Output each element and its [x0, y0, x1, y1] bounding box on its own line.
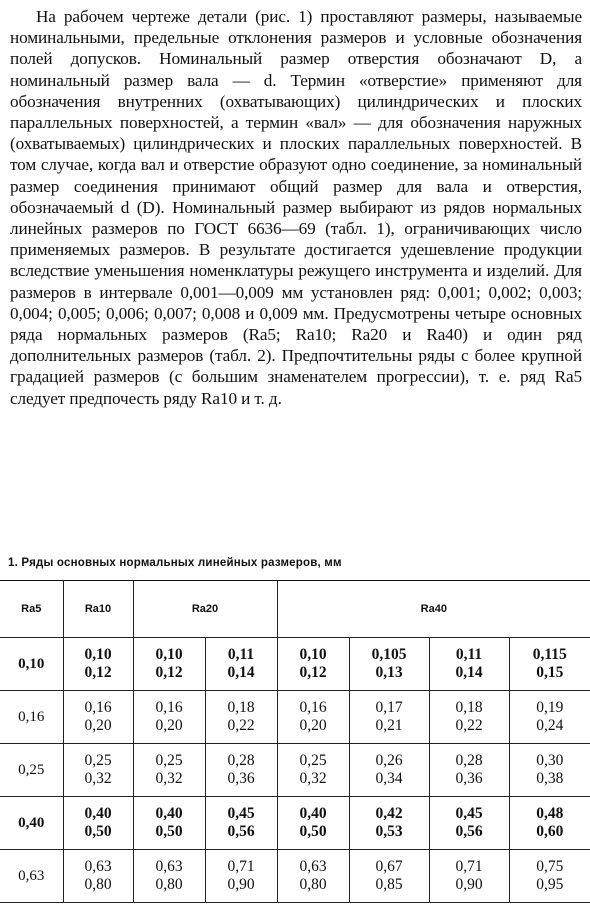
- cell-value: 0,20: [155, 717, 183, 734]
- cell-value: 0,80: [299, 876, 327, 893]
- cell-ra20: [205, 638, 277, 691]
- cell-value: 0,36: [455, 770, 483, 787]
- table-container: [0, 580, 590, 922]
- cell-value: 0,11: [455, 646, 483, 663]
- cell-value: 0,95: [536, 876, 564, 893]
- cell-value: 0,56: [227, 823, 255, 840]
- cell-value: 0,18: [455, 699, 483, 716]
- cell-value: 0,75: [536, 858, 564, 875]
- cell-value: 0,30: [536, 752, 564, 769]
- cell-value: 0,10: [299, 646, 327, 663]
- cell-value: 0,16: [84, 699, 112, 716]
- cell-value: 0,12: [299, 664, 327, 681]
- cell-ra40: [349, 638, 429, 691]
- cell-value: 0,12: [84, 664, 112, 681]
- cell-ra5: 0,40: [0, 797, 63, 850]
- cell-value: 0,25: [84, 752, 112, 769]
- cell-ra5: 0,16: [0, 691, 63, 744]
- cell-value: 0,53: [375, 823, 403, 840]
- cell-ra40: [277, 691, 349, 744]
- cell-value: 0,67: [375, 858, 403, 875]
- cell-value: 0,63: [299, 858, 327, 875]
- cell-value: 0,45: [227, 805, 255, 822]
- cell-ra40: [429, 638, 509, 691]
- cell-value: 0,85: [375, 876, 403, 893]
- cell-value: 0,32: [155, 770, 183, 787]
- cell-value: 0,42: [375, 805, 403, 822]
- cell-value: 0,63: [84, 858, 112, 875]
- cell-ra40: [509, 850, 590, 903]
- cell-value: 0,20: [299, 717, 327, 734]
- cell-value: 0,25: [299, 752, 327, 769]
- cell-value: 0,14: [455, 664, 483, 681]
- cell-value: 0,115: [532, 646, 567, 663]
- cell-value: 0,18: [227, 699, 255, 716]
- header-ra10: Ra10: [63, 581, 133, 638]
- cell-ra40: [277, 744, 349, 797]
- cell-ra40: [509, 691, 590, 744]
- cell-value: 0,40: [155, 805, 183, 822]
- cell-value: 0,12: [155, 664, 183, 681]
- cell-value: 0,11: [227, 646, 255, 663]
- cell-ra20: [133, 850, 205, 903]
- cell-value: 0,22: [227, 717, 255, 734]
- cell-value: 0,45: [455, 805, 483, 822]
- cell-ra20: [133, 744, 205, 797]
- cell-value: 0,50: [155, 823, 183, 840]
- cell-ra20: [205, 797, 277, 850]
- table-row: [0, 638, 590, 691]
- cell-ra20: [205, 691, 277, 744]
- cell-value: 0,90: [455, 876, 483, 893]
- cell-value: 0,60: [536, 823, 564, 840]
- body-paragraph: На рабочем чертеже детали (рис. 1) проставляют размеры, называемые номинальными, предельные отклонения размеров и условные обозначения полей допусков. Номинальный размер отверстия обозначают D, а номинальный размер вала — d. Термин «отверстие» применяют для обозначения внутренних (охватывающих) цилиндрических и плоских параллельных поверхностей, а термин «вал» — для обозначения наружных (охватываемых) цилиндрических и плоских параллельных поверхностей. В том случае, когда вал и отверстие образуют одно соединение, за номинальный размер соединения принимают общий размер для вала и отверстия, обозначаемый d (D). Номинальный размер выбирают из рядов нормальных линейных размеров по ГОСТ 6636—69 (табл. 1), ограничивающих число применяемых размеров. В результате достигается удешевление продукции вследствие уменьшения номенклатуры режущего инструмента и изделий. Для размеров в интервале 0,001—0,009 мм установлен ряд: 0,001; 0,002; 0,003; 0,004; 0,005; 0,006; 0,007; 0,008 и 0,009 мм. Предусмотрены четыре основных ряда нормальных размеров (Ra5; Ra10; Ra20 и Ra40) и один ряд дополнительных размеров (табл. 2). Предпочтительны ряды с более крупной градацией размеров (с большим знаменателем прогрессии), т. е. ряд Ra5 следует предпочесть ряду Ra10 и т. д.: [10, 7, 582, 408]
- cell-value: 0,71: [455, 858, 483, 875]
- header-ra40: Ra40: [277, 581, 590, 638]
- cell-value: 0,10: [155, 646, 183, 663]
- table-header-row: [0, 581, 590, 638]
- cell-ra40: [509, 638, 590, 691]
- cell-value: 0,21: [375, 717, 403, 734]
- cell-ra5: 0,25: [0, 744, 63, 797]
- cell-value: 0,32: [299, 770, 327, 787]
- cell-value: 0,10: [84, 646, 112, 663]
- cell-value: 0,105: [371, 646, 407, 663]
- cell-value: 0,56: [455, 823, 483, 840]
- header-ra20: Ra20: [133, 581, 277, 638]
- normal-sizes-table: [0, 580, 590, 903]
- cell-value: 0,40: [84, 805, 112, 822]
- cell-ra40: [277, 850, 349, 903]
- cell-value: 0,50: [84, 823, 112, 840]
- cell-ra40: [509, 744, 590, 797]
- cell-value: 0,50: [299, 823, 327, 840]
- cell-ra40: [349, 850, 429, 903]
- cell-ra40: [277, 638, 349, 691]
- header-ra5: Ra5: [0, 581, 63, 638]
- table-row: [0, 691, 590, 744]
- cell-ra10: [63, 691, 133, 744]
- cell-value: 0,48: [536, 805, 564, 822]
- cell-ra40: [429, 744, 509, 797]
- cell-ra5: 0,10: [0, 638, 63, 691]
- table-row: [0, 797, 590, 850]
- cell-ra20: [205, 744, 277, 797]
- cell-ra10: [63, 744, 133, 797]
- cell-ra40: [349, 744, 429, 797]
- cell-value: 0,90: [227, 876, 255, 893]
- cell-value: 0,36: [227, 770, 255, 787]
- cell-value: 0,38: [536, 770, 564, 787]
- cell-value: 0,80: [155, 876, 183, 893]
- cell-value: 0,63: [155, 858, 183, 875]
- table-row: [0, 850, 590, 903]
- cell-value: 0,24: [536, 717, 564, 734]
- cell-ra40: [429, 797, 509, 850]
- cell-value: 0,32: [84, 770, 112, 787]
- cell-ra10: [63, 797, 133, 850]
- cell-value: 0,16: [299, 699, 327, 716]
- cell-ra20: [205, 850, 277, 903]
- cell-ra40: [349, 691, 429, 744]
- cell-value: 0,19: [536, 699, 564, 716]
- cell-ra40: [429, 691, 509, 744]
- cell-value: 0,13: [375, 664, 403, 681]
- cell-value: 0,22: [455, 717, 483, 734]
- cell-ra20: [133, 797, 205, 850]
- cell-ra10: [63, 638, 133, 691]
- cell-value: 0,71: [227, 858, 255, 875]
- table-row: [0, 744, 590, 797]
- cell-value: 0,80: [84, 876, 112, 893]
- cell-ra20: [133, 638, 205, 691]
- cell-ra40: [277, 797, 349, 850]
- cell-value: 0,25: [155, 752, 183, 769]
- cell-value: 0,15: [536, 664, 564, 681]
- cell-value: 0,20: [84, 717, 112, 734]
- cell-value: 0,26: [375, 752, 403, 769]
- cell-ra40: [429, 850, 509, 903]
- cell-value: 0,34: [375, 770, 403, 787]
- cell-ra10: [63, 850, 133, 903]
- cell-ra40: [349, 797, 429, 850]
- table-caption: 1. Ряды основных нормальных линейных размеров, мм: [8, 557, 342, 569]
- cell-value: 0,16: [155, 699, 183, 716]
- cell-ra40: [509, 797, 590, 850]
- cell-value: 0,14: [227, 664, 255, 681]
- cell-ra20: [133, 691, 205, 744]
- cell-value: 0,40: [299, 805, 327, 822]
- cell-value: 0,28: [455, 752, 483, 769]
- cell-value: 0,28: [227, 752, 255, 769]
- cell-value: 0,17: [375, 699, 403, 716]
- cell-ra5: 0,63: [0, 850, 63, 903]
